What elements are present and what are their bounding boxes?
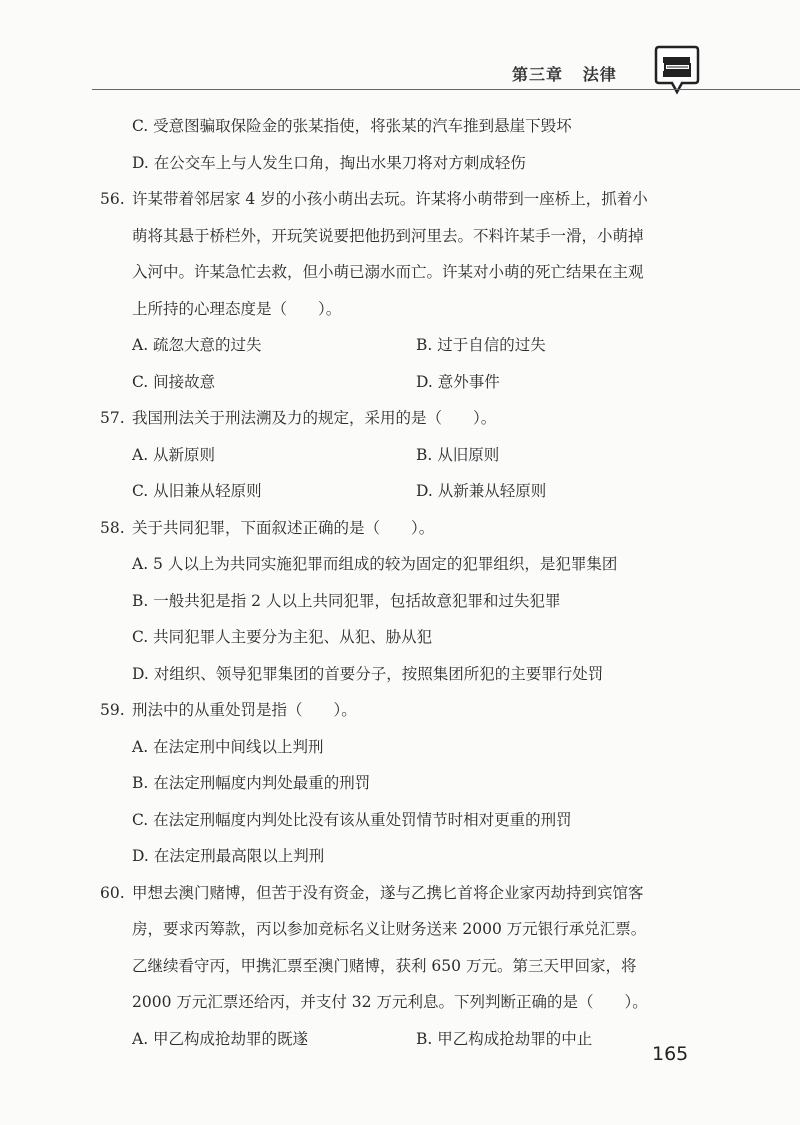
page-number: 165: [652, 1043, 689, 1065]
question-line: 上所持的心理态度是（ ）。: [132, 299, 342, 318]
option-a: A. 甲乙构成抢劫罪的既遂: [132, 1029, 309, 1048]
option-b: B. 一般共犯是指 2 人以上共同犯罪，包括故意犯罪和过失犯罪: [132, 591, 561, 610]
question-line: 房，要求丙筹款，丙以参加竞标名义让财务送来 2000 万元银行承兑汇票。: [132, 920, 647, 938]
option-a: A. 5 人以上为共同实施犯罪而组成的较为固定的犯罪组织，是犯罪集团: [132, 555, 618, 573]
question-58: [100, 510, 700, 547]
chapter-title: 法律: [582, 65, 617, 84]
option-a: A. 疏忽大意的过失: [132, 336, 262, 354]
options-row: [100, 473, 700, 510]
question-line: 2000 万元汇票还给丙，并支付 32 万元利息。下列判断正确的是（ ）。: [132, 993, 648, 1011]
question-60: [100, 875, 700, 1021]
options-row: [100, 437, 700, 474]
carryover-option-d: D. 在公交车上与人发生口角，掏出水果刀将对方刺成轻伤: [132, 153, 526, 172]
chapter-header: [512, 62, 617, 85]
question-text: 关于共同犯罪，下面叙述正确的是（ ）。: [132, 518, 435, 537]
question-number: 58.: [100, 518, 125, 537]
question-line: 甲想去澳门赌博，但苦于没有资金，遂与乙携匕首将企业家丙劫持到宾馆客: [132, 883, 644, 902]
options-row: [100, 1021, 700, 1058]
option-c: C. 间接故意: [132, 372, 216, 391]
option-c: C. 从旧兼从轻原则: [132, 482, 262, 500]
option-d: D. 从新兼从轻原则: [416, 482, 547, 500]
option-c: C. 共同犯罪人主要分为主犯、从犯、胁从犯: [132, 628, 433, 646]
question-57: [100, 400, 700, 437]
question-number: 59.: [100, 701, 125, 719]
question-number: 57.: [100, 409, 125, 427]
question-line: 许某带着邻居家 4 岁的小孩小萌出去玩。许某将小萌带到一座桥上，抓着小: [132, 190, 648, 208]
option-b: B. 甲乙构成抢劫罪的中止: [416, 1029, 593, 1048]
question-56: [100, 181, 700, 327]
question-59: [100, 692, 700, 729]
options-row: [100, 364, 700, 401]
question-line: 萌将其悬于桥栏外，开玩笑说要把他扔到河里去。不料许某手一滑，小萌掉: [132, 226, 644, 245]
chapter-number: 第三章: [512, 65, 564, 84]
question-text: 刑法中的从重处罚是指（ ）。: [132, 701, 357, 719]
option-a: A. 在法定刑中间线以上判刑: [132, 737, 324, 756]
question-number: 56.: [100, 190, 125, 208]
page-body: [100, 108, 700, 1057]
carryover-option-c: C. 受意图骗取保险金的张某指使，将张某的汽车推到悬崖下毁坏: [132, 117, 572, 135]
option-d: D. 在法定刑最高限以上判刑: [132, 847, 325, 865]
option-c: C. 在法定刑幅度内判处比没有该从重处罚情节时相对更重的刑罚: [132, 810, 572, 829]
option-d: D. 对组织、领导犯罪集团的首要分子，按照集团所犯的主要罪行处罚: [132, 664, 604, 683]
option-d: D. 意外事件: [416, 372, 500, 391]
header-divider: [92, 89, 800, 90]
option-b: B. 在法定刑幅度内判处最重的刑罚: [132, 774, 371, 792]
options-row: [100, 327, 700, 364]
question-line: 入河中。许某急忙去救，但小萌已溺水而亡。许某对小萌的死亡结果在主观: [132, 263, 644, 281]
question-text: 我国刑法关于刑法溯及力的规定，采用的是（ ）。: [132, 409, 497, 427]
question-number: 60.: [100, 883, 125, 902]
option-b: B. 过于自信的过失: [416, 336, 546, 354]
option-b: B. 从旧原则: [416, 445, 500, 464]
question-line: 乙继续看守丙，甲携汇票至澳门赌博，获利 650 万元。第三天甲回家，将: [132, 956, 637, 975]
option-a: A. 从新原则: [132, 445, 216, 464]
